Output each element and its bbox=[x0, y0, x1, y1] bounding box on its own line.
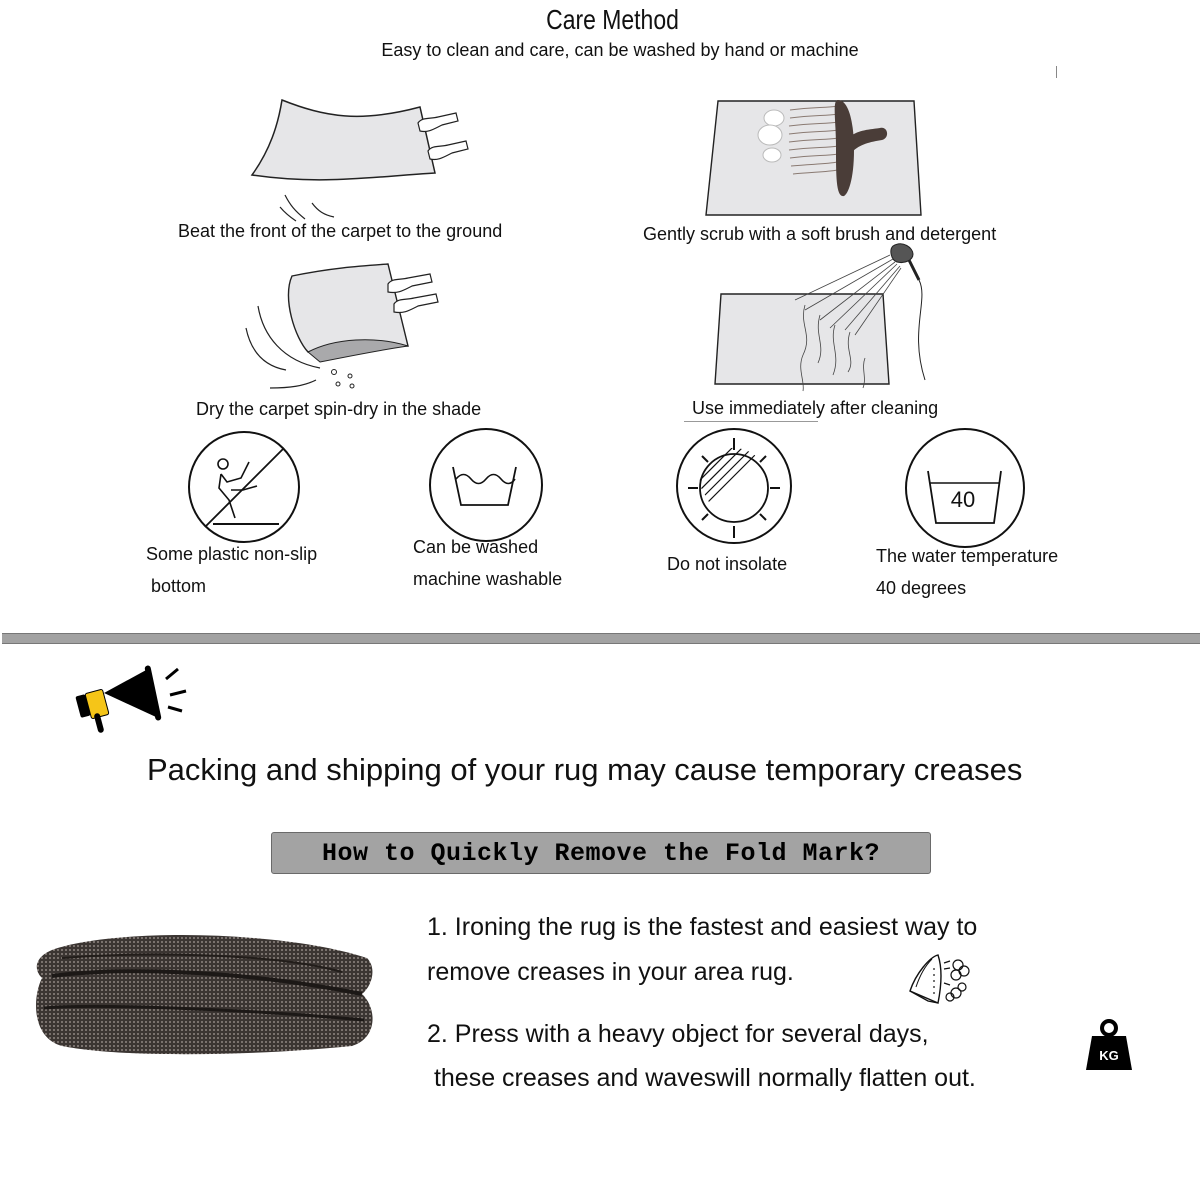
step-caption-beat: Beat the front of the carpet to the ground bbox=[178, 221, 503, 241]
brush-scrub-illustration bbox=[706, 98, 921, 218]
tip-1-line-2: remove creases in your area rug. bbox=[427, 958, 794, 986]
symbol-caption-non-slip: Some plastic non-slip bottom bbox=[146, 544, 318, 596]
symbol-caption-machine-wash: Can be washed machine washable bbox=[413, 537, 563, 589]
carpet-spin-dry-illustration bbox=[240, 258, 440, 393]
tip-1-line-1: 1. Ironing the rug is the fastest and easiest way to bbox=[427, 913, 978, 941]
step-caption-rinse: Use immediately after cleaning bbox=[692, 398, 939, 418]
shower-rinse-illustration bbox=[715, 250, 945, 400]
wash-temp-value: 40 bbox=[950, 487, 976, 512]
page-subtitle: Easy to clean and care, can be washed by hand or machine bbox=[381, 40, 859, 60]
step-caption-dry: Dry the carpet spin-dry in the shade bbox=[196, 399, 482, 419]
kg-label: KG bbox=[1099, 1048, 1119, 1063]
fold-mark-banner: How to Quickly Remove the Fold Mark? bbox=[271, 832, 931, 874]
stray-mark bbox=[1056, 66, 1057, 78]
tip-2-line-2: these creases and waveswill normally flatten out. bbox=[427, 1064, 976, 1092]
page-title: Care Method bbox=[546, 4, 679, 35]
tip-2-line-1: 2. Press with a heavy object for several days, bbox=[427, 1020, 929, 1048]
steam-iron-icon bbox=[906, 953, 974, 1005]
notice-headline: Packing and shipping of your rug may cause temporary creases bbox=[147, 752, 1023, 787]
caption-underline bbox=[684, 421, 818, 422]
kg-weight-icon bbox=[1084, 1018, 1134, 1072]
step-caption-scrub: Gently scrub with a soft brush and detergent bbox=[643, 224, 997, 244]
non-slip-icon bbox=[187, 430, 301, 544]
folded-rug-image bbox=[32, 928, 377, 1058]
wash-40-icon bbox=[904, 427, 1026, 549]
symbol-caption-no-sun: Do not insolate bbox=[667, 554, 788, 574]
no-sun-icon bbox=[674, 426, 794, 546]
carpet-beat-illustration bbox=[240, 95, 480, 225]
wash-basin-icon bbox=[428, 427, 544, 543]
section-divider bbox=[2, 633, 1200, 644]
megaphone-icon bbox=[76, 665, 186, 740]
symbol-caption-water-temp: The water temperature 40 degrees bbox=[876, 546, 1059, 598]
